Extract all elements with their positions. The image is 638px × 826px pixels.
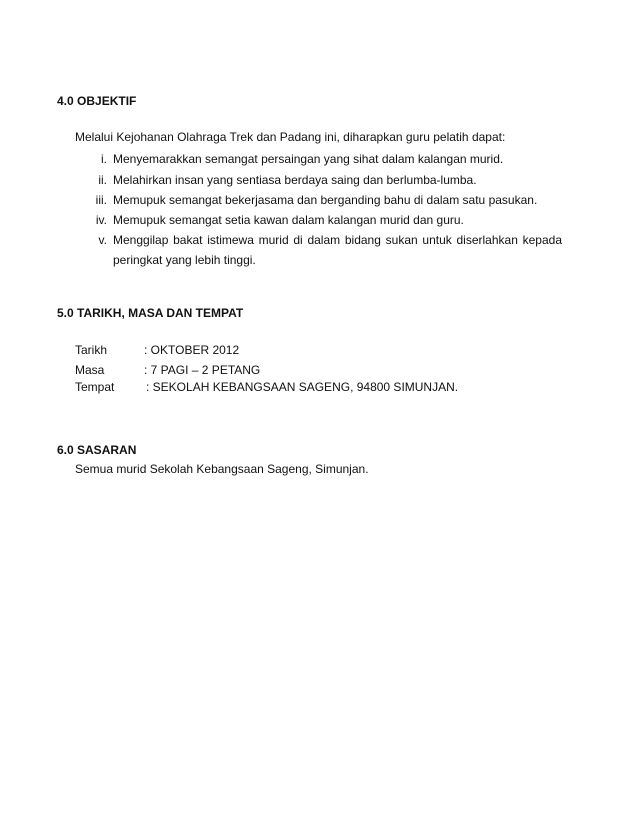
- detail-label-tarikh: Tarikh: [75, 343, 108, 357]
- detail-value-masa: : 7 PAGI – 2 PETANG: [144, 363, 261, 377]
- detail-label-tempat: Tempat: [75, 380, 115, 394]
- section-heading-sasaran: 6.0 SASARAN: [57, 443, 137, 457]
- list-item-text: Memupuk semangat setia kawan dalam kalangan murid dan guru.: [113, 213, 464, 227]
- list-item-number: iv.: [95, 213, 107, 227]
- section-heading-tarikh-masa-tempat: 5.0 TARIKH, MASA DAN TEMPAT: [57, 306, 244, 320]
- list-item-text: Menggilap bakat istimewa murid di dalam bidang sukan untuk diserlahkan kepada: [113, 233, 562, 247]
- list-item-text: Memupuk semangat bekerjasama dan berganding bahu di dalam satu pasukan.: [113, 193, 538, 207]
- list-item-number: v.: [98, 233, 107, 247]
- list-item-number: i.: [101, 152, 107, 166]
- sasaran-text: Semua murid Sekolah Kebangsaan Sageng, Simunjan.: [75, 462, 369, 476]
- list-item-number: ii.: [98, 173, 107, 187]
- list-item-number: iii.: [95, 193, 107, 207]
- detail-value-tarikh: : OKTOBER 2012: [144, 343, 240, 357]
- detail-value-tempat: : SEKOLAH KEBANGSAAN SAGENG, 94800 SIMUNJAN.: [146, 380, 459, 394]
- detail-label-masa: Masa: [75, 363, 105, 377]
- section-heading-objektif: 4.0 OBJEKTIF: [57, 94, 137, 108]
- list-item-text: Melahirkan insan yang sentiasa berdaya saing dan berlumba-lumba.: [113, 173, 477, 187]
- objektif-intro: Melalui Kejohanan Olahraga Trek dan Padang ini, diharapkan guru pelatih dapat:: [75, 130, 506, 144]
- list-item-text: Menyemarakkan semangat persaingan yang sihat dalam kalangan murid.: [113, 152, 504, 166]
- list-item-text-continuation: peringkat yang lebih tinggi.: [113, 253, 256, 267]
